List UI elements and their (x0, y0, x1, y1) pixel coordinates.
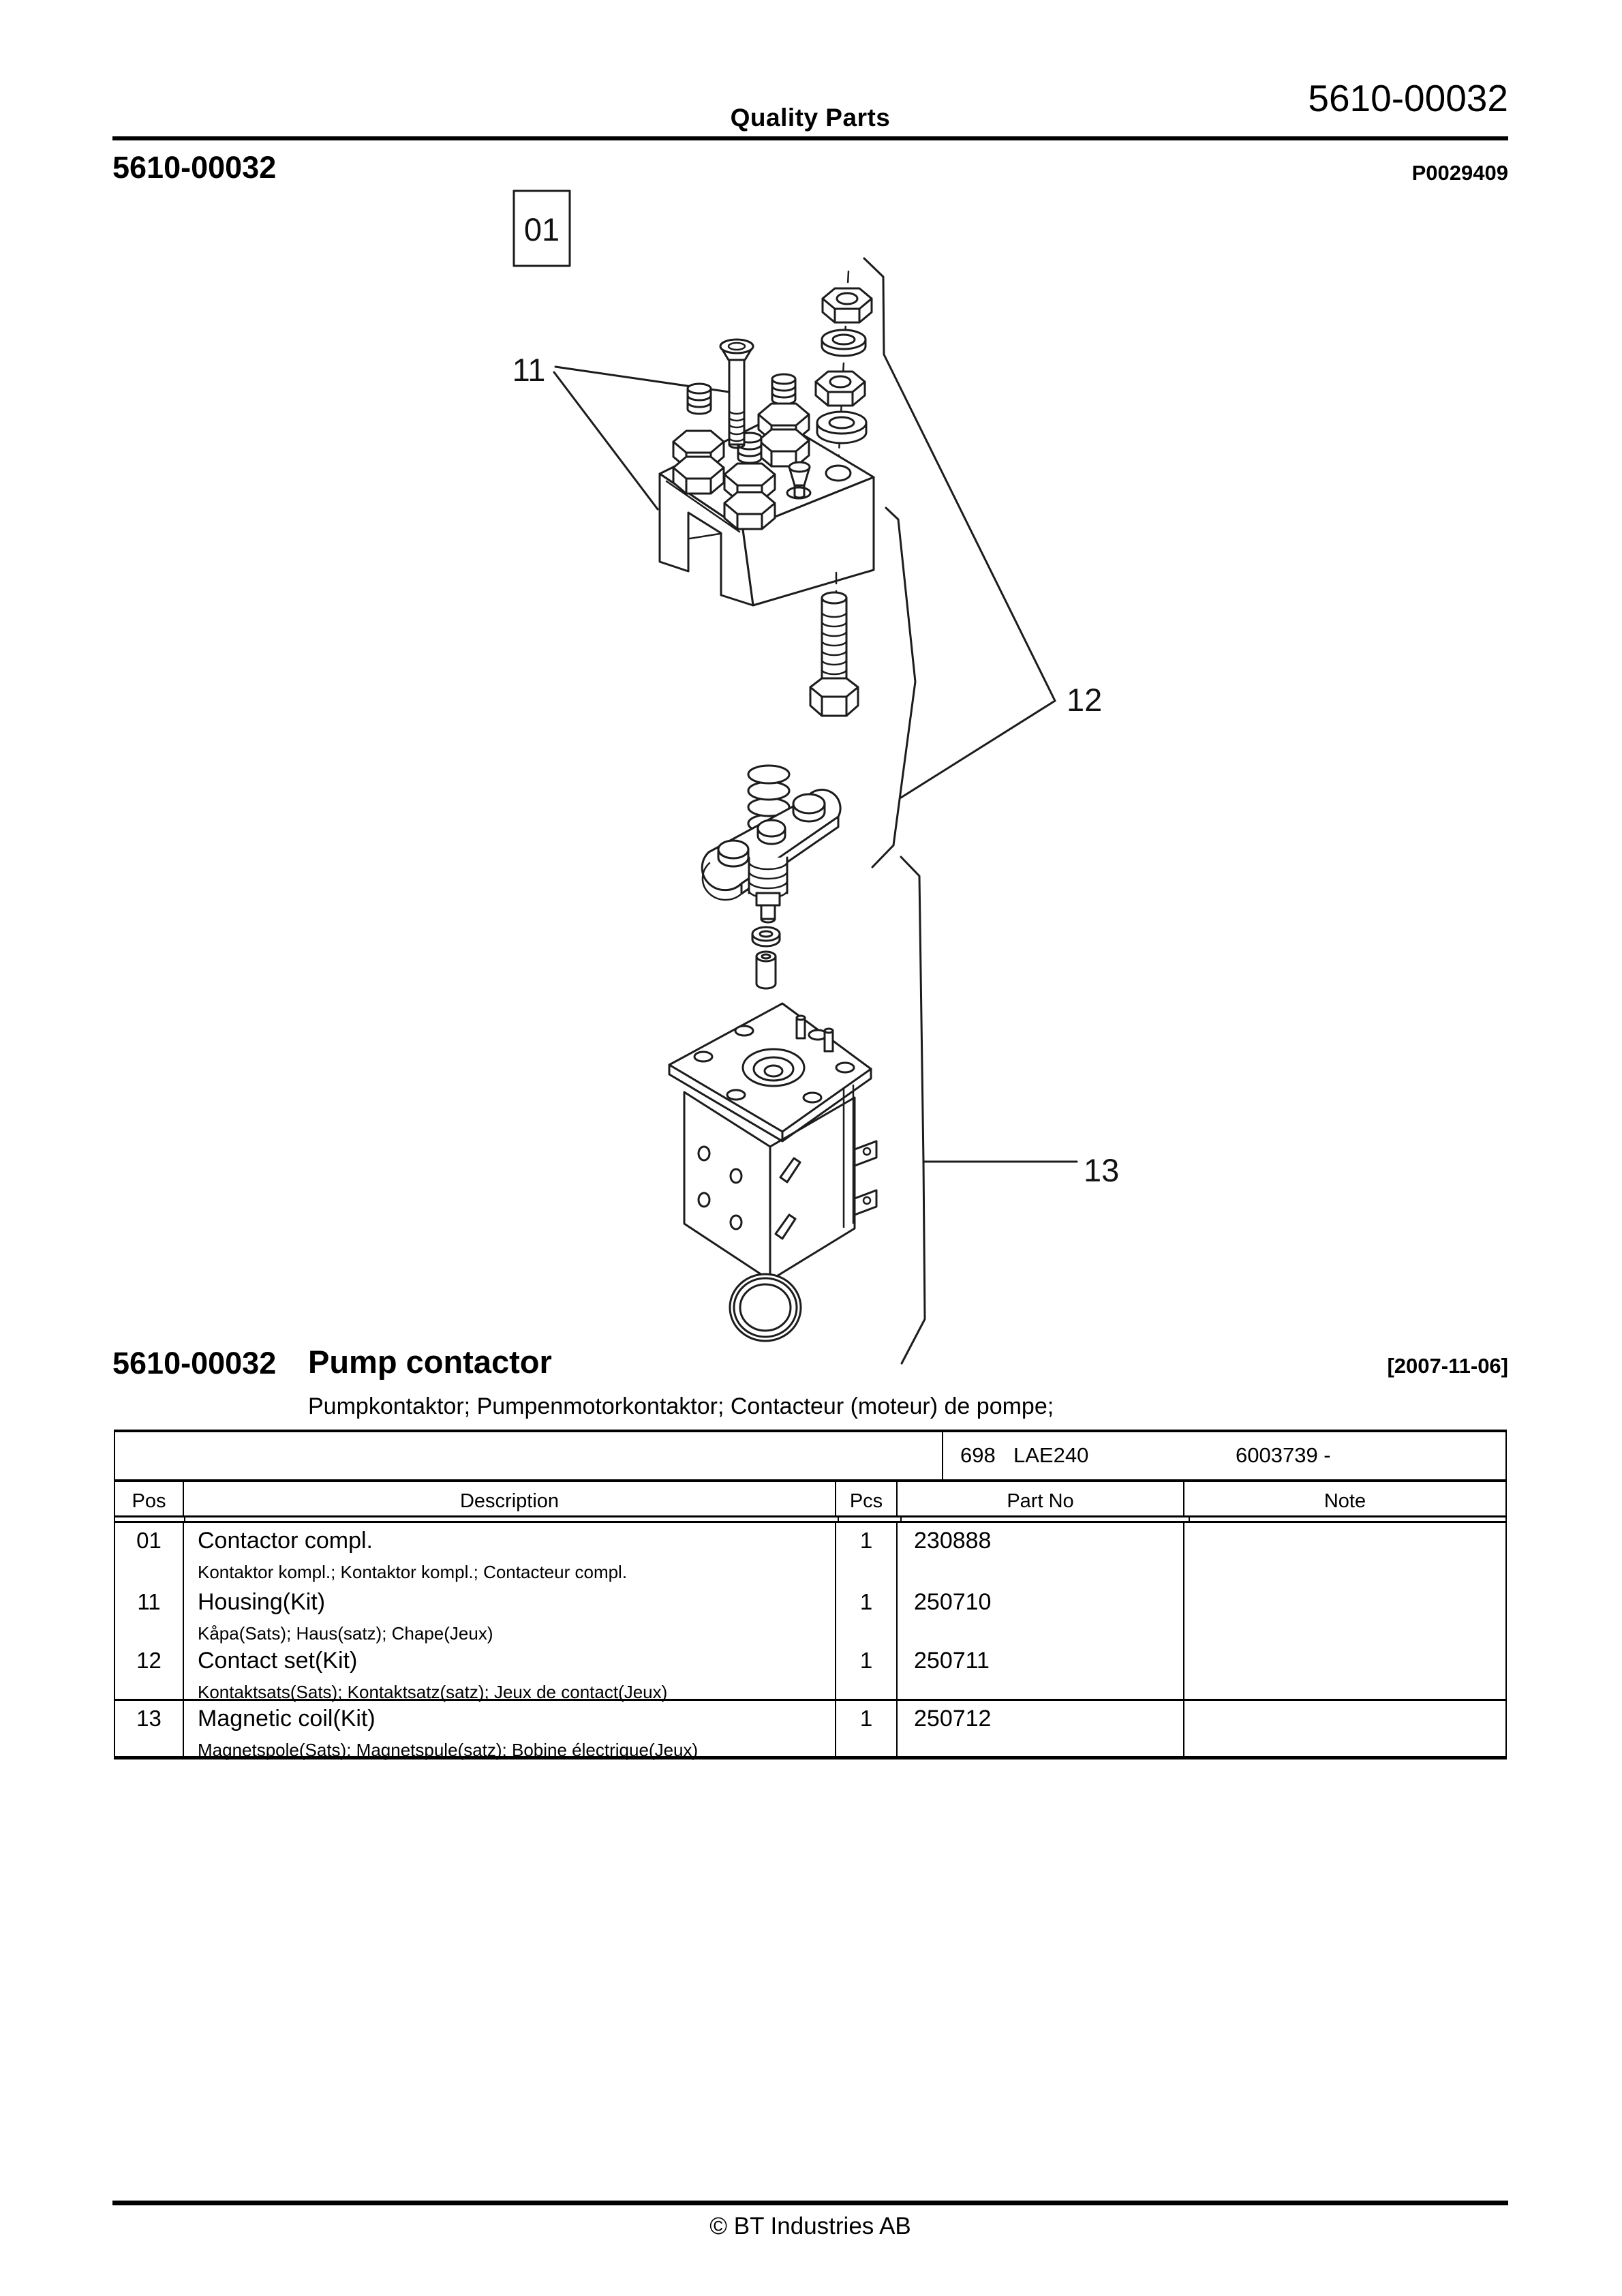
header-print-code: P0029409 (1411, 161, 1508, 185)
header-rule (112, 136, 1508, 140)
part-label-12: 12 (1067, 682, 1103, 718)
row-description: Housing(Kit) (198, 1589, 326, 1615)
row-note (1184, 1701, 1505, 1756)
row-pos: 01 (115, 1523, 184, 1584)
row-description-sub: Kontaktor kompl.; Kontaktor kompl.; Contacteur compl. (198, 1562, 628, 1582)
title-part-number: 5610-00032 (112, 1346, 277, 1380)
row-description-sub: Kontaktsats(Sats); Kontaktsatz(satz); Jeux de contact(Jeux) (198, 1682, 668, 1702)
row-description: Contact set(Kit) (198, 1648, 358, 1674)
fastener-stack (816, 271, 872, 466)
footer-copyright: © BT Industries AB (709, 2213, 911, 2239)
page-title: Pump contactor (308, 1344, 552, 1380)
small-washer (752, 927, 780, 946)
row-part-no: 250712 (898, 1701, 1184, 1756)
row-note (1184, 1584, 1505, 1643)
callout-01-box (514, 191, 570, 266)
row-pos: 12 (115, 1643, 184, 1699)
footer-rule (112, 2201, 1508, 2205)
table-row (115, 1523, 1505, 1584)
row-note (1184, 1643, 1505, 1699)
row-pcs: 1 (836, 1523, 898, 1584)
header-double-line (115, 1517, 1505, 1523)
row-pcs: 1 (836, 1643, 898, 1699)
col-header-partno: Part No (898, 1482, 1184, 1515)
table-band-row (115, 1432, 1505, 1482)
table-row (115, 1643, 1505, 1702)
col-header-description: Description (184, 1482, 836, 1515)
bolt (810, 592, 858, 716)
part-label-11: 11 (512, 352, 546, 388)
row-part-no: 230888 (898, 1523, 1184, 1584)
col-header-pcs: Pcs (836, 1482, 898, 1515)
callout-01-label: 01 (523, 211, 560, 247)
row-description-sub: Magnetspole(Sats); Magnetspule(satz); Bobine électrique(Jeux) (198, 1740, 699, 1760)
magnetic-coil (669, 1003, 876, 1280)
row-part-no: 250711 (898, 1643, 1184, 1699)
title-date: [2007-11-06] (1387, 1354, 1508, 1378)
col-header-note: Note (1323, 1490, 1366, 1512)
table-row (115, 1699, 1505, 1760)
band-code: 698 (960, 1443, 996, 1467)
title-subtitle: Pumpkontaktor; Pumpenmotorkontaktor; Contacteur (moteur) de pompe; (308, 1393, 1054, 1419)
row-description-sub: Kåpa(Sats); Haus(satz); Chape(Jeux) (198, 1623, 493, 1644)
exploded-diagram (409, 170, 1193, 1398)
part-label-13: 13 (1084, 1152, 1120, 1188)
table-row (115, 1584, 1505, 1643)
band-divider (942, 1432, 943, 1479)
band-model: LAE240 (1013, 1443, 1089, 1467)
sleeve (756, 952, 776, 988)
header-doc-number: 5610-00032 (1308, 77, 1508, 119)
parts-table (114, 1430, 1507, 1759)
row-pos: 13 (115, 1701, 184, 1756)
band-serial: 6003739 - (1236, 1443, 1331, 1467)
row-pcs: 1 (836, 1701, 898, 1756)
row-description: Contactor compl. (198, 1528, 373, 1554)
row-pcs: 1 (836, 1584, 898, 1643)
header-title: Quality Parts (730, 104, 891, 132)
header-doc-number-left: 5610-00032 (112, 150, 277, 185)
table-header-row (115, 1482, 1505, 1517)
o-ring (730, 1274, 801, 1341)
row-part-no: 250710 (898, 1584, 1184, 1643)
row-note (1184, 1523, 1505, 1584)
row-description: Magnetic coil(Kit) (198, 1706, 376, 1732)
row-pos: 11 (115, 1584, 184, 1643)
col-header-pos: Pos (115, 1482, 184, 1515)
